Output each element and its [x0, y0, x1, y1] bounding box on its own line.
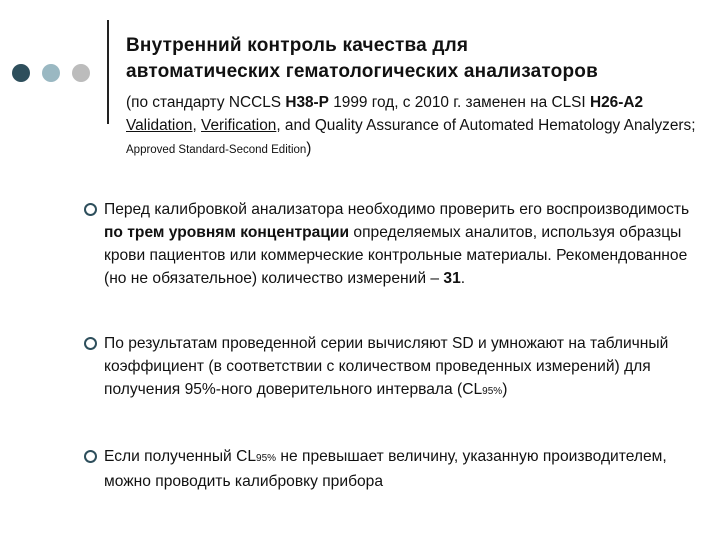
gray-dot	[72, 64, 90, 82]
light-blue-dot	[42, 64, 60, 82]
bullet-circle-icon	[84, 337, 97, 350]
dark-dot	[12, 64, 30, 82]
slide-title	[126, 33, 716, 162]
subtitle-open: (по стандарту NCCLS	[126, 94, 286, 111]
decorative-dots	[12, 64, 96, 84]
subtitle-close: )	[306, 140, 312, 157]
subtitle-edition: Approved Standard-Second Edition	[126, 144, 307, 156]
bullet3-text-2: не превышает величину, указанную производителем, можно проводить калибровку прибора	[104, 448, 667, 490]
subtitle-rest: , and Quality Assurance of Automated Hematology Analyzers;	[276, 117, 696, 134]
title-divider	[107, 20, 109, 124]
bullet3-text-1: Если полученный CL	[104, 448, 257, 465]
bullet-circle-icon	[84, 450, 97, 463]
title-subtitle	[126, 91, 716, 162]
subtitle-comma: ,	[192, 117, 202, 134]
bullet1-end: .	[460, 270, 466, 287]
bullet-item-3	[84, 445, 704, 493]
bullet1-text-2: определяемых аналитов, используя образцы крови пациентов или коммерческие контрольные материалы. Рекомендованное (но не обязательное) количество измерений –	[104, 224, 688, 287]
bullet-item-1	[84, 198, 704, 290]
subtitle-code1: H38-P	[285, 94, 329, 111]
bullet-circle-icon	[84, 203, 97, 216]
subtitle-verification: Verification	[201, 117, 277, 134]
bullet2-subscript: 95%	[482, 386, 503, 397]
bullet1-bold-1: по трем уровням концентрации	[104, 224, 350, 241]
bullet1-text-1: Перед калибровкой анализатора необходимо проверить его воспроизводимость	[104, 201, 690, 218]
title-line-2: автоматических гематологических анализаторов	[126, 61, 598, 82]
subtitle-validation: Validation	[126, 117, 193, 134]
subtitle-code2: H26-A2	[589, 94, 644, 111]
bullet2-text-1: По результатам проведенной серии вычисляют SD и умножают на табличный коэффициент (в соответствии с количеством проведенных измерений) для получения 95%-ного доверительного интервала (CL	[104, 335, 669, 398]
title-line-1: Внутренний контроль качества для	[126, 35, 469, 56]
bullet3-subscript: 95%	[256, 453, 277, 464]
bullet1-bold-2: 31	[443, 270, 461, 287]
bullet-item-2	[84, 332, 704, 403]
bullet2-end: )	[502, 381, 508, 398]
subtitle-mid: 1999 год, с 2010 г. заменен на CLSI	[328, 94, 590, 111]
bullet-list	[84, 198, 704, 490]
